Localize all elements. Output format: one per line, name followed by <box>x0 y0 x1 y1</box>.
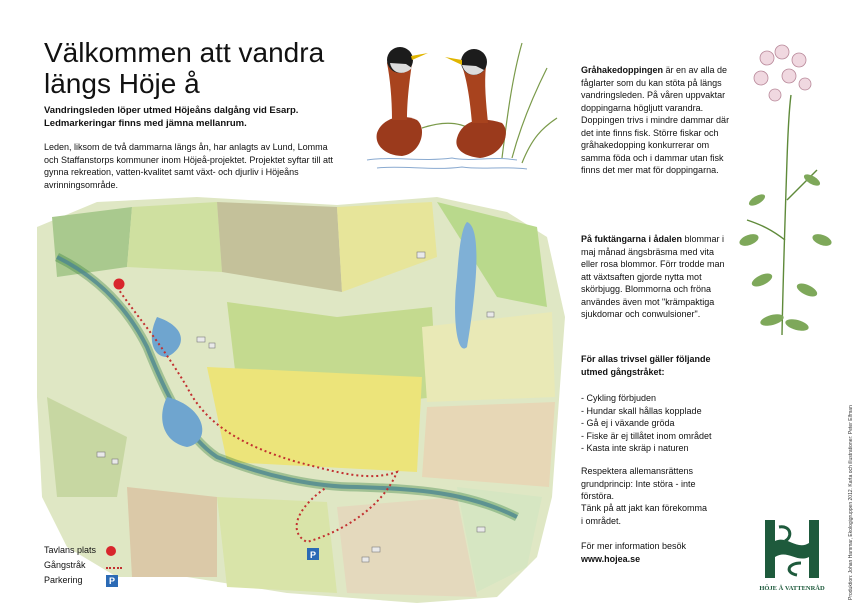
title-line-1: Välkommen att vandra <box>44 37 325 68</box>
logo-text: HÖJE Å VATTENRÅD <box>759 585 825 592</box>
rules-list <box>581 392 731 455</box>
rule-item: - Hundar skall hållas kopplade <box>581 405 702 416</box>
legend-row-parking <box>44 573 122 588</box>
meadow-heading: På fuktängarna i ådalen <box>581 234 683 244</box>
website-link[interactable]: www.hojea.se <box>581 554 641 564</box>
rules-heading: För allas trivsel gäller följande utmed gångstråket: <box>581 354 711 377</box>
meadow-paragraph <box>581 233 731 321</box>
meadow-text: blommar i maj månad ängsbräsma med vita eller rosa blommor. Förr trodde man att växtsaften gjorde nytta mot skörbjugg. Blommorna och fröna användes även mot "krämpaktiga sjukdomar och conwulsioner". <box>581 234 725 319</box>
hojea-logo <box>757 515 827 595</box>
rule-item: - Kasta inte skräp i naturen <box>581 443 689 453</box>
legend-parking-label: Parkering <box>44 575 83 585</box>
legend-path-label: Gångstråk <box>44 560 86 570</box>
principle-text: Respektera allemansrättens grundprincip: Inte störa - inte förstöra. <box>581 466 696 501</box>
legend-site-label: Tavlans plats <box>44 545 97 555</box>
rule-item: - Gå ej i växande gröda <box>581 418 675 428</box>
rule-item: - Cykling förbjuden <box>581 393 657 403</box>
title-line-2: längs Höje å <box>44 68 200 99</box>
legend-parking-icon: P <box>106 575 118 587</box>
rule-item: - Fiske är ej tillåtet inom området <box>581 430 712 441</box>
legend-row-path <box>44 558 122 573</box>
grebe-paragraph <box>581 64 731 177</box>
grebe-heading: Gråhakedoppingen <box>581 65 664 75</box>
grebes-illustration <box>362 38 562 186</box>
map-site-marker <box>114 279 125 290</box>
intro-text: Leden, liksom de två dammarna längs ån, har anlagts av Lund, Lomma och Staffanstorps kommuner inom Höjeå-projektet. Projektet syftar till att gynna rekreation, vatten-kvalitet samt växt- och djurliv i Höjeåns avrinningsområde. <box>44 142 333 190</box>
more-info-label: För mer information besök <box>581 541 687 551</box>
cuckooflower-illustration <box>727 40 845 340</box>
legend-path-dotted-line <box>106 563 122 569</box>
page-title <box>44 37 344 99</box>
hunting-text: Tänk på att jakt kan förekomma i området. <box>581 503 708 526</box>
legend-row-site <box>44 543 122 558</box>
production-credit: Produktion: Johan Hammar, Ekologigruppen 2012. Karta och illustrationer: Peter Elfman <box>848 405 854 600</box>
map-legend <box>44 543 122 588</box>
grebe-text: är en av alla de fåglarter som du kan stöta på längs vandringsleden. På våren uppvaktar doppingarna högljutt varandra. Doppingen trivs i mindre dammar där det inte finns fisk. Större fiskar och gråhakedopping konkurrerar om samma föda och i dammar utan fisk finns det mer mat för doppingarna. <box>581 65 730 175</box>
intro-bold-text: Vandringsleden löper utmed Höjeåns dalgång vid Esarp. Ledmarkeringar finns med jämna mellanrum. <box>44 105 299 129</box>
legend-site-dot <box>106 546 116 556</box>
map-parking-label: P <box>309 550 317 560</box>
